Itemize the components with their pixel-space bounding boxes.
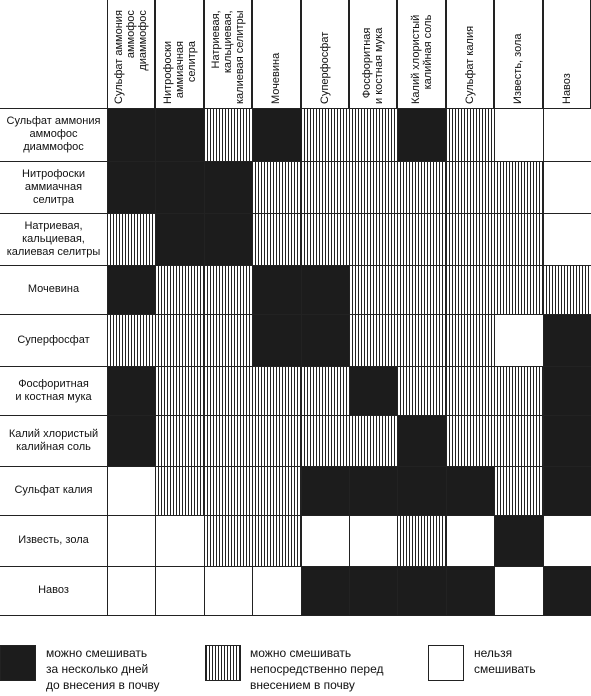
matrix-cell xyxy=(301,314,349,366)
matrix-cell xyxy=(301,466,349,515)
matrix-cell xyxy=(446,265,494,314)
matrix-cell xyxy=(543,265,591,314)
matrix-cell xyxy=(107,213,155,265)
column-header xyxy=(155,0,203,108)
matrix-cell xyxy=(494,314,542,366)
legend-text-white: нельзя смешивать xyxy=(474,646,536,676)
matrix-cell xyxy=(397,515,445,566)
grid-line-horizontal xyxy=(0,314,591,315)
matrix-cell xyxy=(107,108,155,161)
grid-line-horizontal xyxy=(0,415,591,416)
grid-line-horizontal xyxy=(0,213,591,214)
matrix-cell xyxy=(155,314,203,366)
matrix-cell xyxy=(252,161,300,213)
column-header xyxy=(107,0,155,108)
column-header xyxy=(397,0,445,108)
matrix-cell xyxy=(155,566,203,615)
row-label: Фосфоритная и костная мука xyxy=(15,377,92,403)
matrix-cell xyxy=(204,265,252,314)
matrix-cell xyxy=(204,213,252,265)
matrix-cell xyxy=(301,515,349,566)
matrix-cell xyxy=(155,466,203,515)
matrix-cell xyxy=(494,466,542,515)
matrix-cell xyxy=(397,314,445,366)
matrix-cell xyxy=(155,161,203,213)
matrix-cell xyxy=(252,515,300,566)
matrix-cell xyxy=(349,366,397,415)
matrix-cell xyxy=(446,108,494,161)
column-header xyxy=(543,0,591,108)
grid-line-horizontal xyxy=(0,265,591,266)
column-header xyxy=(252,0,300,108)
grid-line-vertical xyxy=(349,0,350,615)
grid-line-vertical xyxy=(252,0,253,615)
matrix-cell xyxy=(349,415,397,466)
matrix-cell xyxy=(494,161,542,213)
matrix-cell xyxy=(543,415,591,466)
matrix-cell xyxy=(155,366,203,415)
matrix-cell xyxy=(252,314,300,366)
matrix-cell xyxy=(349,161,397,213)
matrix-cell xyxy=(349,108,397,161)
matrix-cell xyxy=(446,515,494,566)
matrix-cell xyxy=(349,314,397,366)
matrix-cell xyxy=(543,515,591,566)
matrix-cell xyxy=(543,161,591,213)
matrix-cell xyxy=(301,566,349,615)
column-header-label: Сульфат калия xyxy=(463,25,476,104)
column-header xyxy=(204,0,252,108)
matrix-cell xyxy=(107,265,155,314)
matrix-cell xyxy=(494,515,542,566)
matrix-cell xyxy=(204,566,252,615)
matrix-cell xyxy=(543,108,591,161)
column-header xyxy=(349,0,397,108)
matrix-cell xyxy=(155,213,203,265)
matrix-cell xyxy=(155,515,203,566)
matrix-cell xyxy=(301,108,349,161)
matrix-cell xyxy=(494,265,542,314)
grid-line-vertical xyxy=(494,0,495,615)
matrix-cell xyxy=(446,314,494,366)
matrix-cell xyxy=(107,566,155,615)
matrix-cell xyxy=(397,108,445,161)
matrix-cell xyxy=(446,366,494,415)
grid-line-horizontal xyxy=(0,615,591,616)
matrix-cell xyxy=(543,213,591,265)
matrix-cell xyxy=(252,466,300,515)
legend-swatch-black xyxy=(0,645,36,681)
matrix-cell xyxy=(397,265,445,314)
column-header-label: Нитрофоски аммиачная селитра xyxy=(161,41,198,104)
legend-swatch-striped xyxy=(205,645,241,681)
matrix-cell xyxy=(252,566,300,615)
matrix-cell xyxy=(446,566,494,615)
matrix-cell xyxy=(397,466,445,515)
row-label: Нитрофоски аммиачная селитра xyxy=(22,167,85,206)
grid-line-horizontal xyxy=(0,515,591,516)
legend-text-striped: можно смешивать непосредственно перед внесением в почву xyxy=(250,646,384,692)
column-header-label: Натриевая, кальциевая, калиевая селитры xyxy=(209,10,246,104)
matrix-cell xyxy=(446,213,494,265)
matrix-cell xyxy=(107,515,155,566)
matrix-cell xyxy=(107,314,155,366)
matrix-cell xyxy=(397,213,445,265)
column-header-label: Навоз xyxy=(560,73,573,104)
matrix-cell xyxy=(107,161,155,213)
matrix-cell xyxy=(494,566,542,615)
matrix-cell xyxy=(397,161,445,213)
column-header xyxy=(494,0,542,108)
grid-line-vertical xyxy=(397,0,398,615)
legend-swatch-white xyxy=(428,645,464,681)
matrix-cell xyxy=(301,265,349,314)
matrix-cell xyxy=(204,466,252,515)
matrix-cell xyxy=(204,515,252,566)
legend-text-black: можно смешивать за несколько дней до внесения в почву xyxy=(46,646,160,692)
matrix-cell xyxy=(446,466,494,515)
matrix-cell xyxy=(301,415,349,466)
matrix-cell xyxy=(543,566,591,615)
matrix-cell xyxy=(204,366,252,415)
row-label: Известь, зола xyxy=(18,534,89,546)
matrix-cell xyxy=(204,161,252,213)
matrix-cell xyxy=(107,466,155,515)
column-header-label: Известь, зола xyxy=(512,33,525,104)
grid-line-vertical xyxy=(446,0,447,615)
matrix-cell xyxy=(155,108,203,161)
matrix-cell xyxy=(252,366,300,415)
matrix-cell xyxy=(252,108,300,161)
column-header-label: Суперфосфат xyxy=(318,31,331,104)
matrix-cell xyxy=(155,415,203,466)
grid-line-vertical xyxy=(107,0,108,615)
matrix-cell xyxy=(301,161,349,213)
matrix-cell xyxy=(301,213,349,265)
row-label: Сульфат калия xyxy=(14,484,93,496)
grid-line-vertical xyxy=(204,0,205,615)
matrix-cell xyxy=(204,108,252,161)
matrix-cell xyxy=(397,415,445,466)
grid-line-horizontal xyxy=(0,566,591,567)
row-label: Мочевина xyxy=(27,283,80,295)
row-label: Натриевая, кальциевая, калиевая селитры xyxy=(6,219,101,258)
matrix-cell xyxy=(204,415,252,466)
column-header-label: Калий хлористый калийная соль xyxy=(409,14,434,104)
matrix-cell xyxy=(494,213,542,265)
matrix-cell xyxy=(349,213,397,265)
grid-line-horizontal xyxy=(0,366,591,367)
matrix-cell xyxy=(446,161,494,213)
matrix-cell xyxy=(349,265,397,314)
matrix-cell xyxy=(543,466,591,515)
matrix-cell xyxy=(155,265,203,314)
row-label: Суперфосфат xyxy=(17,333,90,346)
matrix-cell xyxy=(349,566,397,615)
matrix-cell xyxy=(543,314,591,366)
matrix-cell xyxy=(494,366,542,415)
column-header-label: Сульфат аммония аммофос диаммофос xyxy=(113,10,150,104)
column-header-label: Мочевина xyxy=(270,52,283,104)
row-label: Сульфат аммония аммофос диаммофос xyxy=(6,115,101,153)
grid-line-vertical xyxy=(301,0,302,615)
matrix-cell xyxy=(494,415,542,466)
column-header xyxy=(446,0,494,108)
matrix-cell xyxy=(397,366,445,415)
grid-line-horizontal xyxy=(0,161,591,162)
matrix-cell xyxy=(252,265,300,314)
grid-line-vertical xyxy=(155,0,156,615)
matrix-cell xyxy=(252,415,300,466)
matrix-cell xyxy=(397,566,445,615)
column-header-label: Фосфоритная и костная мука xyxy=(361,27,386,104)
matrix-cell xyxy=(252,213,300,265)
grid-line-horizontal xyxy=(0,466,591,467)
matrix-cell xyxy=(543,366,591,415)
matrix-cell xyxy=(349,466,397,515)
matrix-cell xyxy=(107,366,155,415)
grid-line-horizontal xyxy=(0,108,591,109)
row-label: Калий хлористый калийная соль xyxy=(8,427,99,453)
grid-line-vertical xyxy=(543,0,544,615)
matrix-cell xyxy=(301,366,349,415)
row-label: Навоз xyxy=(38,584,69,596)
matrix-cell xyxy=(107,415,155,466)
matrix-cell xyxy=(494,108,542,161)
matrix-cell xyxy=(446,415,494,466)
column-header xyxy=(301,0,349,108)
matrix-cell xyxy=(204,314,252,366)
matrix-cell xyxy=(349,515,397,566)
